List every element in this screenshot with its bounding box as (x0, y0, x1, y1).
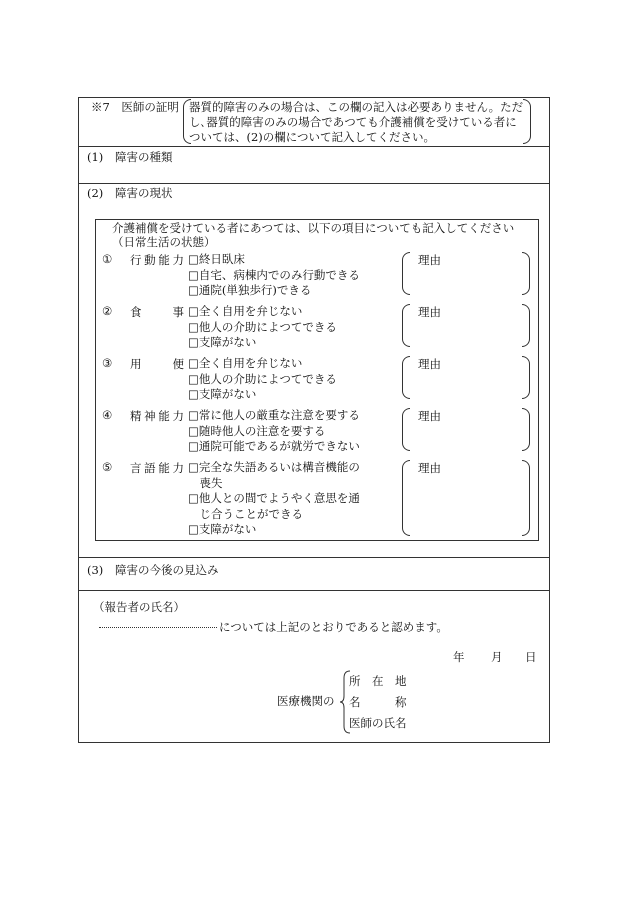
reason-label: 理由 (418, 253, 441, 267)
category-num: ③ (102, 356, 113, 370)
category-label: 精神能力 (130, 409, 184, 423)
intro-line-2: （日常生活の状態） (112, 235, 216, 249)
date-year: 年 (453, 650, 465, 664)
reason-label: 理由 (418, 357, 441, 371)
option-item[interactable]: □支障がない (188, 335, 257, 349)
reporter-name-label: （報告者の氏名） (93, 600, 185, 614)
option-item[interactable]: □終日臥床 (188, 252, 245, 266)
category-speech (96, 460, 540, 540)
option-item-continued: 喪失 (188, 475, 223, 490)
reason-label: 理由 (418, 409, 441, 423)
category-mental (96, 408, 540, 456)
option-item[interactable]: □通院(単独歩行)できる (188, 283, 312, 297)
option-item[interactable]: □他人との間でようやく意思を通 (188, 491, 360, 505)
option-item[interactable]: □支障がない (188, 387, 257, 401)
certification-statement: については上記のとおりであると認めます。 (219, 620, 448, 634)
category-num: ② (102, 304, 113, 318)
date-month: 月 (491, 650, 503, 664)
reason-paren-right (522, 460, 530, 536)
reason-paren-left (402, 408, 410, 451)
category-mobility (96, 252, 540, 300)
category-label: 行動能力 (130, 253, 184, 267)
option-item[interactable]: □常に他人の厳重な注意を要する (188, 408, 360, 422)
option-item[interactable]: □支障がない (188, 522, 257, 536)
field-location: 所 在 地 (349, 674, 407, 688)
reason-paren-left (402, 460, 410, 536)
category-label: 用便 (130, 357, 184, 371)
reason-label: 理由 (418, 305, 441, 319)
reason-paren-right (522, 356, 530, 399)
option-item[interactable]: □随時他人の注意を要する (188, 423, 326, 438)
row3-num: (3) (87, 563, 104, 577)
date-day: 日 (525, 650, 537, 664)
row2-num: (2) (87, 186, 104, 200)
option-item-continued: じ合うことができる (188, 506, 303, 521)
option-item[interactable]: □全く自用を弁じない (188, 304, 303, 318)
daily-life-status-box (95, 219, 539, 541)
reporter-name-line[interactable] (99, 627, 217, 628)
reason-label: 理由 (418, 461, 441, 475)
row2-title: 障害の現状 (115, 186, 173, 200)
option-item[interactable]: □他人の介助によつてできる (188, 371, 337, 386)
divider-1 (79, 146, 549, 147)
row3-title: 障害の今後の見込み (115, 563, 219, 577)
reason-paren-left (402, 356, 410, 399)
field-name: 名 称 (349, 695, 407, 709)
category-label: 食事 (130, 305, 184, 319)
option-item[interactable]: □全く自用を弁じない (188, 356, 303, 370)
row1-title: 障害の種類 (115, 150, 173, 164)
row1-num: (1) (87, 150, 104, 164)
section7-label: ※7 医師の証明 (91, 100, 179, 114)
reason-paren-right (522, 408, 530, 451)
category-toileting (96, 356, 540, 404)
reason-paren-left (402, 304, 410, 347)
reason-paren-right (522, 252, 530, 295)
category-num: ⑤ (102, 460, 113, 474)
reason-paren-left (402, 252, 410, 295)
option-item[interactable]: □他人の介助によつてできる (188, 319, 337, 334)
divider-3 (79, 557, 549, 558)
category-num: ④ (102, 408, 113, 422)
category-eating (96, 304, 540, 352)
option-item[interactable]: □完全な失語あるいは構音機能の (188, 460, 360, 474)
category-num: ① (102, 252, 113, 266)
divider-2 (79, 183, 549, 184)
note-paren-right (523, 99, 531, 144)
category-label: 言語能力 (130, 461, 184, 475)
option-item[interactable]: □自宅、病棟内でのみ行動できる (188, 267, 360, 282)
intro-line-1: 介護補償を受けている者にあつては、以下の項目についても記入してください (112, 221, 515, 235)
institution-label: 医療機関の (277, 694, 335, 708)
doctor-certificate-form (78, 97, 550, 743)
field-doctor-name: 医師の氏名 (349, 716, 407, 730)
option-item[interactable]: □通院可能であるが就労できない (188, 439, 360, 453)
reason-paren-right (522, 304, 530, 347)
divider-4 (79, 590, 549, 591)
section7-note: 器質的障害のみの場合は、この欄の記入は必要ありません。ただし､器質的障害のみの場合であつても介護補償を受けている者については、(2)の欄について記入してください。 (189, 100, 524, 144)
